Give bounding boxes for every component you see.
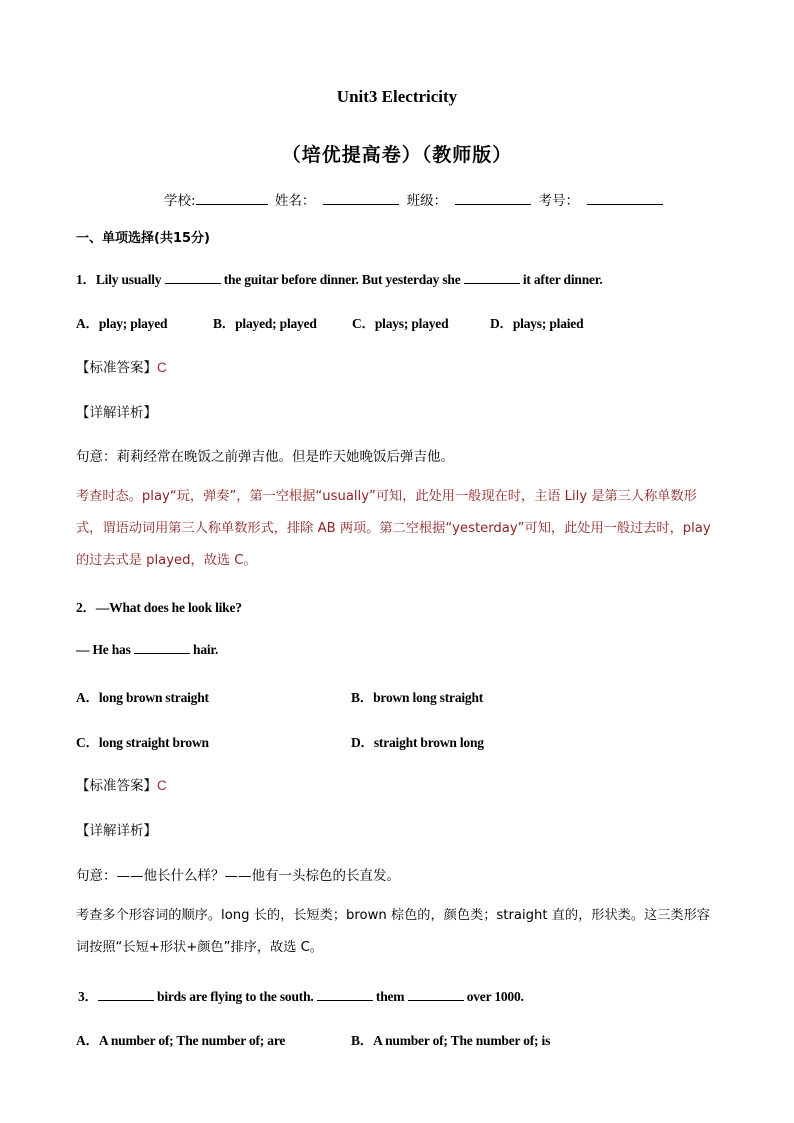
class-label: 班级：	[406, 193, 448, 209]
question-number: 3．	[78, 989, 98, 1004]
stem-text: Lily usually	[95, 272, 165, 287]
name-blank[interactable]	[323, 192, 399, 205]
option-b[interactable]: B．played; played	[213, 316, 317, 331]
analysis-label: 【详解详析】	[76, 405, 157, 421]
class-blank[interactable]	[455, 192, 531, 205]
page-title: Unit3 Electricity	[336, 87, 458, 106]
student-info-row	[164, 189, 666, 209]
option-a[interactable]: A．A number of; The number of; are	[76, 1033, 286, 1048]
sentence-meaning: 句意：莉莉经常在晚饭之前弹吉他。但是昨天她晚饭后弹吉他。	[76, 449, 454, 465]
name-label: 姓名：	[274, 193, 316, 209]
option-c[interactable]: C．long straight brown	[76, 735, 209, 750]
exam-number-blank[interactable]	[587, 192, 663, 205]
answer-blank	[317, 988, 373, 1001]
option-a[interactable]: A．play; played	[76, 316, 168, 331]
option-b[interactable]: B．brown long straight	[351, 690, 484, 705]
question-2-response	[76, 641, 218, 658]
stem-text: —What does he look like?	[95, 600, 242, 615]
stem-text: over 1000.	[463, 989, 524, 1004]
answer-blank	[165, 271, 221, 284]
question-1-stem	[76, 268, 603, 288]
stem-text: — He has	[76, 642, 134, 657]
answer-value: C	[157, 778, 167, 793]
explanation-text: 考查多个形容词的顺序。long 长的，长短类；brown 棕色的，颜色类；straight 直的，形状类。这三类形容词按照“长短+形状+颜色”排序，故选 C。	[76, 908, 710, 955]
standard-answer	[76, 774, 167, 794]
exam-number-label: 考号：	[538, 193, 579, 209]
school-label: 学校:	[164, 193, 196, 209]
stem-text: birds are flying to the south.	[153, 989, 317, 1004]
school-blank[interactable]	[196, 192, 268, 205]
explanation-text: 考查时态。play“玩，弹奏”，第一空根据“usually”可知，此处用一般现在时，主语 Lily 是第三人称单数形式，谓语动词用第三人称单数形式，排除 AB 两项。第二空根据“yesterday”可知，此处用一般过去时，play 的过去式是 played，故选 C。	[76, 489, 711, 568]
answer-value: C	[157, 360, 167, 375]
option-d[interactable]: D．plays; plaied	[490, 316, 584, 331]
answer-label: 【标准答案】	[76, 360, 157, 376]
standard-answer	[76, 356, 167, 376]
stem-text: it after dinner.	[519, 272, 603, 287]
option-c[interactable]: C．plays; played	[352, 316, 449, 331]
question-3-stem	[78, 985, 524, 1005]
option-d[interactable]: D．straight brown long	[351, 735, 484, 750]
answer-blank	[408, 988, 464, 1001]
page-subtitle: （培优提高卷）（教师版）	[281, 144, 513, 166]
answer-blank	[464, 271, 520, 284]
question-2-stem	[76, 596, 242, 616]
section-heading: 一、单项选择(共15分)	[76, 231, 210, 246]
option-a[interactable]: A．long brown straight	[76, 690, 209, 705]
stem-text: them	[372, 989, 408, 1004]
answer-label: 【标准答案】	[76, 778, 157, 794]
stem-text: the guitar before dinner. But yesterday she	[220, 272, 464, 287]
question-number: 2．	[76, 600, 96, 615]
option-b[interactable]: B．A number of; The number of; is	[351, 1033, 551, 1048]
question-number: 1．	[76, 272, 96, 287]
answer-blank	[98, 988, 154, 1001]
stem-text: hair.	[189, 642, 219, 657]
sentence-meaning: 句意：——他长什么样？——他有一头棕色的长直发。	[76, 868, 400, 884]
analysis-label: 【详解详析】	[76, 823, 157, 839]
answer-blank	[134, 641, 190, 654]
